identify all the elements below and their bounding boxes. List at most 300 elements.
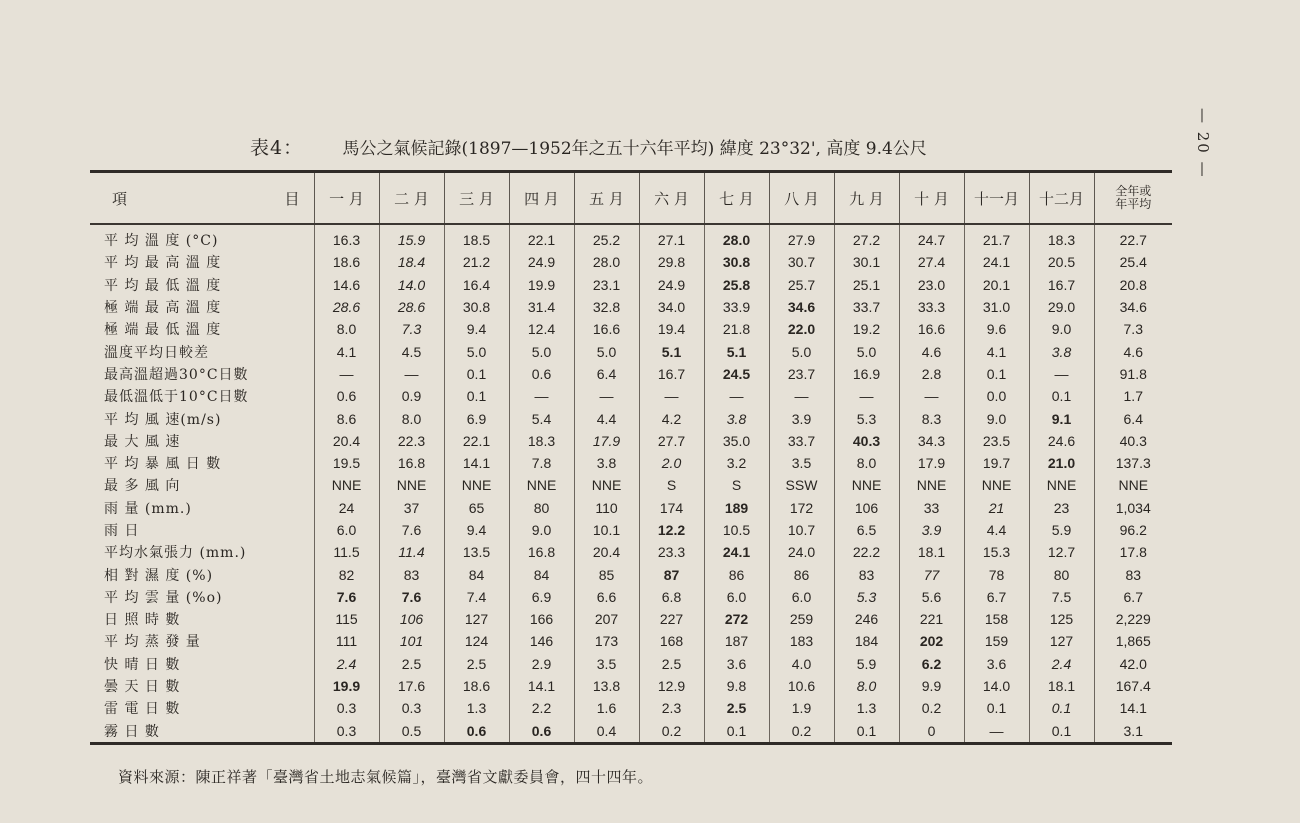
annual-cell: 6.4 <box>1094 407 1172 429</box>
table-row <box>90 430 1172 452</box>
month-cell: NNE <box>834 474 899 496</box>
month-cell: 4.0 <box>769 653 834 675</box>
month-cell: 85 <box>574 563 639 585</box>
annual-cell: NNE <box>1094 474 1172 496</box>
row-label: 最 大 風 速 <box>104 433 181 450</box>
month-cell: 25.2 <box>574 224 639 251</box>
month-cell: 246 <box>834 608 899 630</box>
row-label: 平 均 溫 度 (°C) <box>104 233 219 250</box>
month-cell: 0.1 <box>1029 720 1094 744</box>
month-cell: 20.4 <box>314 430 379 452</box>
month-cell: 18.1 <box>1029 675 1094 697</box>
month-cell: 0.4 <box>574 720 639 744</box>
table-row <box>90 296 1172 318</box>
month-cell: 2.0 <box>639 452 704 474</box>
month-cell: 24.7 <box>899 224 964 251</box>
month-cell: 7.6 <box>314 586 379 608</box>
month-cell: 2.2 <box>509 697 574 719</box>
month-cell: 27.7 <box>639 430 704 452</box>
month-cell: 84 <box>444 563 509 585</box>
header-month: 六 月 <box>639 172 704 225</box>
month-cell: S <box>639 474 704 496</box>
month-cell: — <box>509 385 574 407</box>
month-cell: 30.8 <box>444 296 509 318</box>
month-cell: 30.1 <box>834 251 899 273</box>
month-cell: 21 <box>964 497 1029 519</box>
month-cell: 1.3 <box>444 697 509 719</box>
month-cell: 187 <box>704 630 769 652</box>
month-cell: 12.9 <box>639 675 704 697</box>
month-cell: S <box>704 474 769 496</box>
table-row <box>90 563 1172 585</box>
header-item <box>90 172 314 225</box>
month-cell: 86 <box>769 563 834 585</box>
header-annual-line-1: 全年或 <box>1115 184 1152 198</box>
month-cell: 0.3 <box>379 697 444 719</box>
month-cell: 16.6 <box>899 318 964 340</box>
table-row <box>90 541 1172 563</box>
annual-cell: 83 <box>1094 563 1172 585</box>
month-cell: 5.1 <box>639 340 704 362</box>
month-cell: — <box>769 385 834 407</box>
annual-cell: 6.7 <box>1094 586 1172 608</box>
month-cell: 5.1 <box>704 340 769 362</box>
month-cell: 22.2 <box>834 541 899 563</box>
annual-cell: 40.3 <box>1094 430 1172 452</box>
month-cell: 21.2 <box>444 251 509 273</box>
header-month: 一 月 <box>314 172 379 225</box>
month-cell: 4.4 <box>964 519 1029 541</box>
month-cell: 3.5 <box>574 653 639 675</box>
table-row <box>90 224 1172 251</box>
month-cell: 22.3 <box>379 430 444 452</box>
month-cell: 28.6 <box>314 296 379 318</box>
month-cell: 25.8 <box>704 274 769 296</box>
month-cell: 16.3 <box>314 224 379 251</box>
month-cell: 1.3 <box>834 697 899 719</box>
table-row <box>90 407 1172 429</box>
month-cell: 33.7 <box>769 430 834 452</box>
month-cell: 0.9 <box>379 385 444 407</box>
month-cell: 0.2 <box>639 720 704 744</box>
month-cell: 5.0 <box>834 340 899 362</box>
month-cell: 18.1 <box>899 541 964 563</box>
month-cell: 124 <box>444 630 509 652</box>
table-title <box>250 133 1050 160</box>
row-label: 相 對 濕 度 (%) <box>104 567 214 584</box>
month-cell: 19.4 <box>639 318 704 340</box>
month-cell: 6.0 <box>704 586 769 608</box>
month-cell: 84 <box>509 563 574 585</box>
month-cell: 24.1 <box>964 251 1029 273</box>
month-cell: 0.5 <box>379 720 444 744</box>
month-cell: 3.6 <box>704 653 769 675</box>
month-cell: 101 <box>379 630 444 652</box>
header-month: 三 月 <box>444 172 509 225</box>
month-cell: 19.9 <box>314 675 379 697</box>
month-cell: 16.7 <box>1029 274 1094 296</box>
row-label: 霧 日 數 <box>104 723 160 740</box>
annual-cell: 17.8 <box>1094 541 1172 563</box>
row-label: 雷 電 日 數 <box>104 701 181 718</box>
month-cell: 5.4 <box>509 407 574 429</box>
month-cell: 146 <box>509 630 574 652</box>
month-cell: 19.2 <box>834 318 899 340</box>
month-cell: 23.1 <box>574 274 639 296</box>
header-annual <box>1094 172 1172 225</box>
month-cell: 9.8 <box>704 675 769 697</box>
month-cell: 3.8 <box>1029 340 1094 362</box>
month-cell: 2.5 <box>639 653 704 675</box>
month-cell: 3.8 <box>704 407 769 429</box>
month-cell: 6.9 <box>509 586 574 608</box>
month-cell: — <box>379 363 444 385</box>
month-cell: 65 <box>444 497 509 519</box>
month-cell: 33 <box>899 497 964 519</box>
table-row <box>90 452 1172 474</box>
month-cell: 0.3 <box>314 720 379 744</box>
month-cell: 11.4 <box>379 541 444 563</box>
month-cell: 2.3 <box>639 697 704 719</box>
month-cell: NNE <box>379 474 444 496</box>
month-cell: 27.9 <box>769 224 834 251</box>
month-cell: 10.6 <box>769 675 834 697</box>
month-cell: 0.1 <box>1029 697 1094 719</box>
month-cell: 1.6 <box>574 697 639 719</box>
month-cell: 24 <box>314 497 379 519</box>
annual-cell: 3.1 <box>1094 720 1172 744</box>
month-cell: 6.0 <box>769 586 834 608</box>
month-cell: — <box>1029 363 1094 385</box>
row-label: 雨 日 <box>104 523 140 539</box>
month-cell: 3.9 <box>899 519 964 541</box>
month-cell: 8.3 <box>899 407 964 429</box>
month-cell: 1.9 <box>769 697 834 719</box>
month-cell: 0.1 <box>444 385 509 407</box>
month-cell: 9.0 <box>964 407 1029 429</box>
month-cell: 23.7 <box>769 363 834 385</box>
month-cell: 6.0 <box>314 519 379 541</box>
month-cell: 7.8 <box>509 452 574 474</box>
month-cell: 23.0 <box>899 274 964 296</box>
month-cell: 189 <box>704 497 769 519</box>
month-cell: 6.6 <box>574 586 639 608</box>
row-label: 平 均 雲 量 (%o) <box>104 589 223 606</box>
month-cell: 15.3 <box>964 541 1029 563</box>
month-cell: 5.6 <box>899 586 964 608</box>
month-cell: 159 <box>964 630 1029 652</box>
month-cell: 8.0 <box>834 452 899 474</box>
row-label: 最低溫低于10°C日數 <box>104 389 249 406</box>
header-row <box>90 172 1172 225</box>
month-cell: 16.7 <box>639 363 704 385</box>
annual-cell: 22.7 <box>1094 224 1172 251</box>
month-cell: 4.6 <box>899 340 964 362</box>
month-cell: 13.5 <box>444 541 509 563</box>
month-cell: 10.1 <box>574 519 639 541</box>
annual-cell: 1,865 <box>1094 630 1172 652</box>
month-cell: 2.9 <box>509 653 574 675</box>
month-cell: 168 <box>639 630 704 652</box>
month-cell: 0.6 <box>509 363 574 385</box>
month-cell: — <box>639 385 704 407</box>
month-cell: 2.5 <box>704 697 769 719</box>
month-cell: 15.9 <box>379 224 444 251</box>
annual-cell: 2,229 <box>1094 608 1172 630</box>
month-cell: 3.6 <box>964 653 1029 675</box>
row-label: 平 均 蒸 發 量 <box>104 634 201 651</box>
table-row <box>90 608 1172 630</box>
month-cell: 10.5 <box>704 519 769 541</box>
month-cell: 34.3 <box>899 430 964 452</box>
month-cell: 207 <box>574 608 639 630</box>
header-annual-line-2: 年平均 <box>1115 197 1152 211</box>
month-cell: 77 <box>899 563 964 585</box>
month-cell: 202 <box>899 630 964 652</box>
table-row <box>90 720 1172 744</box>
month-cell: — <box>704 385 769 407</box>
header-month: 八 月 <box>769 172 834 225</box>
row-label: 平 均 暴 風 日 數 <box>104 456 222 473</box>
month-cell: 18.6 <box>444 675 509 697</box>
month-cell: 6.7 <box>964 586 1029 608</box>
month-cell: 5.0 <box>509 340 574 362</box>
month-cell: 18.3 <box>509 430 574 452</box>
annual-cell: 91.8 <box>1094 363 1172 385</box>
month-cell: 24.1 <box>704 541 769 563</box>
month-cell: 25.7 <box>769 274 834 296</box>
month-cell: 0.1 <box>1029 385 1094 407</box>
month-cell: NNE <box>1029 474 1094 496</box>
month-cell: 80 <box>1029 563 1094 585</box>
month-cell: 17.9 <box>574 430 639 452</box>
annual-cell: 1,034 <box>1094 497 1172 519</box>
month-cell: 12.2 <box>639 519 704 541</box>
month-cell: 0.1 <box>704 720 769 744</box>
annual-cell: 20.8 <box>1094 274 1172 296</box>
month-cell: 13.8 <box>574 675 639 697</box>
month-cell: 19.5 <box>314 452 379 474</box>
month-cell: 12.4 <box>509 318 574 340</box>
month-cell: 7.6 <box>379 519 444 541</box>
month-cell: 9.4 <box>444 519 509 541</box>
table-row <box>90 251 1172 273</box>
month-cell: 5.3 <box>834 586 899 608</box>
header-month: 十一月 <box>964 172 1029 225</box>
header-month: 十二月 <box>1029 172 1094 225</box>
month-cell: 2.4 <box>1029 653 1094 675</box>
annual-cell: 14.1 <box>1094 697 1172 719</box>
month-cell: 16.9 <box>834 363 899 385</box>
month-cell: 28.0 <box>704 224 769 251</box>
month-cell: 25.1 <box>834 274 899 296</box>
header-month: 四 月 <box>509 172 574 225</box>
table-label: 表4： <box>250 137 304 159</box>
month-cell: 227 <box>639 608 704 630</box>
month-cell: 33.3 <box>899 296 964 318</box>
month-cell: 2.5 <box>444 653 509 675</box>
month-cell: 0.2 <box>769 720 834 744</box>
month-cell: 5.3 <box>834 407 899 429</box>
month-cell: 18.4 <box>379 251 444 273</box>
month-cell: 27.4 <box>899 251 964 273</box>
month-cell: 0 <box>899 720 964 744</box>
month-cell: 0.6 <box>314 385 379 407</box>
month-cell: 17.9 <box>899 452 964 474</box>
month-cell: 11.5 <box>314 541 379 563</box>
month-cell: — <box>834 385 899 407</box>
header-item-char-1: 項 <box>112 189 128 208</box>
month-cell: NNE <box>509 474 574 496</box>
month-cell: 78 <box>964 563 1029 585</box>
month-cell: 110 <box>574 497 639 519</box>
month-cell: 24.9 <box>509 251 574 273</box>
month-cell: 7.3 <box>379 318 444 340</box>
month-cell: 30.8 <box>704 251 769 273</box>
month-cell: 5.9 <box>834 653 899 675</box>
row-label: 平 均 最 低 溫 度 <box>104 277 222 294</box>
month-cell: 106 <box>379 608 444 630</box>
page-number: — 20 — <box>1194 108 1212 179</box>
month-cell: NNE <box>899 474 964 496</box>
table-row <box>90 586 1172 608</box>
month-cell: 16.4 <box>444 274 509 296</box>
month-cell: 115 <box>314 608 379 630</box>
month-cell: 16.6 <box>574 318 639 340</box>
month-cell: 2.5 <box>379 653 444 675</box>
month-cell: 184 <box>834 630 899 652</box>
climate-table-container <box>90 170 1172 745</box>
month-cell: 22.0 <box>769 318 834 340</box>
month-cell: 20.1 <box>964 274 1029 296</box>
month-cell: 5.0 <box>444 340 509 362</box>
month-cell: 14.1 <box>509 675 574 697</box>
table-row <box>90 630 1172 652</box>
month-cell: 18.3 <box>1029 224 1094 251</box>
month-cell: 20.5 <box>1029 251 1094 273</box>
row-label: 快 晴 日 數 <box>104 656 181 673</box>
month-cell: 87 <box>639 563 704 585</box>
annual-cell: 167.4 <box>1094 675 1172 697</box>
table-body <box>90 224 1172 743</box>
month-cell: 6.8 <box>639 586 704 608</box>
month-cell: — <box>964 720 1029 744</box>
row-label: 曇 天 日 數 <box>104 679 181 696</box>
month-cell: 12.7 <box>1029 541 1094 563</box>
month-cell: 22.1 <box>444 430 509 452</box>
month-cell: 9.6 <box>964 318 1029 340</box>
month-cell: 106 <box>834 497 899 519</box>
month-cell: 27.1 <box>639 224 704 251</box>
month-cell: 183 <box>769 630 834 652</box>
month-cell: 80 <box>509 497 574 519</box>
source-note: 資料來源：陳正祥著「臺灣省土地志氣候篇」，臺灣省文獻委員會，四十四年。 <box>118 768 654 786</box>
month-cell: 23 <box>1029 497 1094 519</box>
month-cell: 0.6 <box>509 720 574 744</box>
month-cell: 0.1 <box>834 720 899 744</box>
month-cell: 14.1 <box>444 452 509 474</box>
month-cell: 4.1 <box>314 340 379 362</box>
month-cell: 0.6 <box>444 720 509 744</box>
month-cell: 174 <box>639 497 704 519</box>
month-cell: 4.5 <box>379 340 444 362</box>
month-cell: 83 <box>834 563 899 585</box>
month-cell: 14.6 <box>314 274 379 296</box>
month-cell: 23.3 <box>639 541 704 563</box>
month-cell: 34.6 <box>769 296 834 318</box>
row-label: 平 均 風 速(m/s) <box>104 411 222 428</box>
table-row <box>90 340 1172 362</box>
month-cell: 6.9 <box>444 407 509 429</box>
table-row <box>90 318 1172 340</box>
month-cell: 5.9 <box>1029 519 1094 541</box>
month-cell: 8.0 <box>314 318 379 340</box>
month-cell: 17.6 <box>379 675 444 697</box>
header-item-char-2: 目 <box>284 189 300 208</box>
month-cell: 111 <box>314 630 379 652</box>
month-cell: 24.5 <box>704 363 769 385</box>
month-cell: 0.0 <box>964 385 1029 407</box>
month-cell: 82 <box>314 563 379 585</box>
month-cell: 7.6 <box>379 586 444 608</box>
month-cell: 18.6 <box>314 251 379 273</box>
month-cell: 2.8 <box>899 363 964 385</box>
month-cell: NNE <box>964 474 1029 496</box>
annual-cell: 4.6 <box>1094 340 1172 362</box>
month-cell: 9.0 <box>1029 318 1094 340</box>
annual-cell: 1.7 <box>1094 385 1172 407</box>
table-row <box>90 363 1172 385</box>
month-cell: 9.0 <box>509 519 574 541</box>
month-cell: 7.5 <box>1029 586 1094 608</box>
month-cell: 33.9 <box>704 296 769 318</box>
month-cell: 127 <box>444 608 509 630</box>
annual-cell: 42.0 <box>1094 653 1172 675</box>
month-cell: NNE <box>314 474 379 496</box>
month-cell: 127 <box>1029 630 1094 652</box>
month-cell: 24.6 <box>1029 430 1094 452</box>
month-cell: 22.1 <box>509 224 574 251</box>
month-cell: 9.4 <box>444 318 509 340</box>
month-cell: 34.0 <box>639 296 704 318</box>
month-cell: 19.7 <box>964 452 1029 474</box>
month-cell: 18.5 <box>444 224 509 251</box>
month-cell: 8.0 <box>379 407 444 429</box>
month-cell: SSW <box>769 474 834 496</box>
month-cell: 28.6 <box>379 296 444 318</box>
month-cell: 5.0 <box>574 340 639 362</box>
month-cell: 14.0 <box>964 675 1029 697</box>
month-cell: 16.8 <box>509 541 574 563</box>
annual-cell: 96.2 <box>1094 519 1172 541</box>
row-label: 平均水氣張力 (mm.) <box>104 545 247 562</box>
month-cell: 0.1 <box>964 363 1029 385</box>
month-cell: 0.1 <box>964 697 1029 719</box>
month-cell: 4.2 <box>639 407 704 429</box>
month-cell: — <box>899 385 964 407</box>
month-cell: 125 <box>1029 608 1094 630</box>
month-cell: 20.4 <box>574 541 639 563</box>
month-cell: 166 <box>509 608 574 630</box>
row-label: 最 多 風 向 <box>104 478 181 495</box>
month-cell: 2.4 <box>314 653 379 675</box>
month-cell: 8.6 <box>314 407 379 429</box>
table-row <box>90 385 1172 407</box>
annual-cell: 7.3 <box>1094 318 1172 340</box>
month-cell: 86 <box>704 563 769 585</box>
month-cell: 29.8 <box>639 251 704 273</box>
month-cell: 14.0 <box>379 274 444 296</box>
